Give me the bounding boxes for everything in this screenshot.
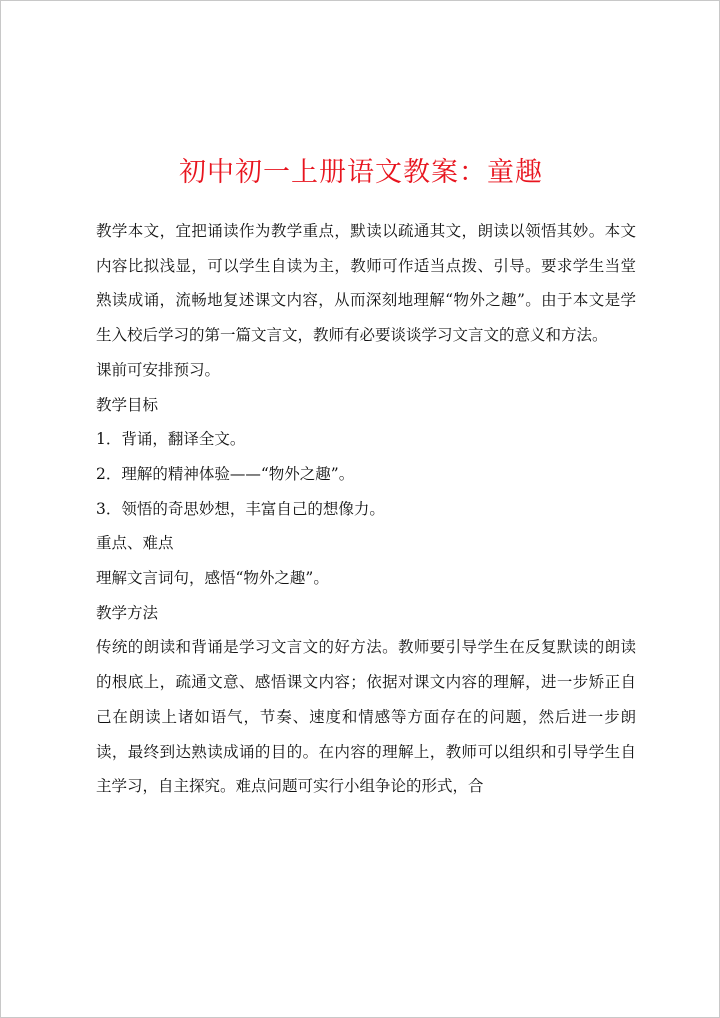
heading-key-points: 重点、难点 <box>96 534 174 553</box>
document-body <box>96 214 636 804</box>
heading-methods: 教学方法 <box>96 603 159 622</box>
objective-item-1: 1．背诵，翻译全文。 <box>96 430 246 449</box>
objective-item-2: 2．理解的精神体验——“物外之趣”。 <box>96 464 355 483</box>
paragraph-preview: 课前可安排预习。 <box>96 360 221 379</box>
objective-item-3: 3．领悟的奇思妙想，丰富自己的想像力。 <box>96 499 385 518</box>
heading-objectives: 教学目标 <box>96 395 159 414</box>
paragraph-intro: 教学本文，宜把诵读作为教学重点，默读以疏通其文，朗读以领悟其妙。本文内容比拟浅显，可以学生自读为主，教师可作适当点拨、引导。要求学生当堂熟读成诵，流畅地复述课文内容，从而深刻地理解“物外之趣”。由于本文是学生入校后学习的第一篇文言文，教师有必要谈谈学习文言文的意义和方法。 <box>96 222 636 345</box>
document-title: 初中初一上册语文教案：童趣 <box>179 157 543 188</box>
paragraph-methods: 传统的朗读和背诵是学习文言文的好方法。教师要引导学生在反复默读的朗读的根底上，疏通文意、感悟课文内容；依据对课文内容的理解，进一步矫正自己在朗读上诸如语气，节奏、速度和情感等方面存在的问题，然后进一步朗读，最终到达熟读成诵的目的。在内容的理解上，教师可以组织和引导学生自主学习，自主探究。难点问题可实行小组争论的形式，合 <box>96 638 636 796</box>
paragraph-key-points: 理解文言词句，感悟“物外之趣”。 <box>96 569 329 588</box>
